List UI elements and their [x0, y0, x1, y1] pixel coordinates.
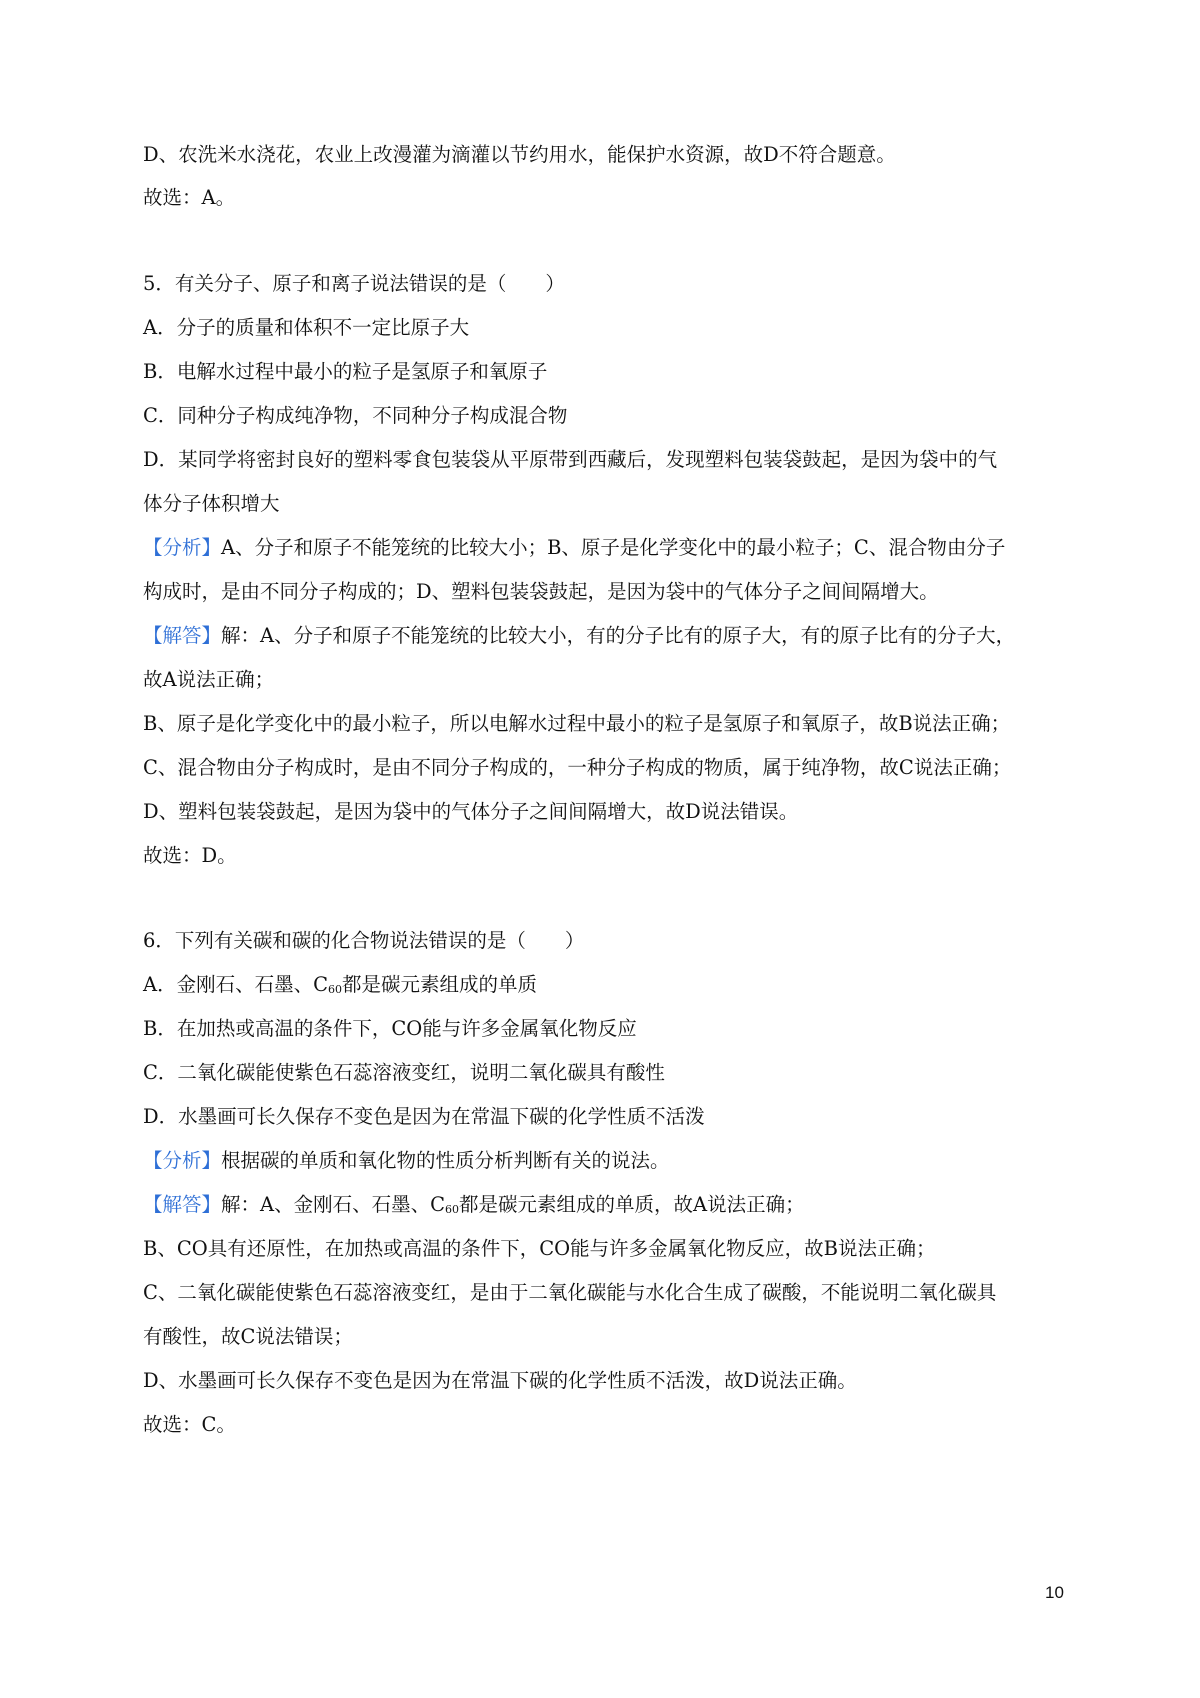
q6-option-a-subscript: 60 — [328, 983, 343, 996]
q5-analysis-tag: 【分析】 — [143, 536, 222, 559]
q5-solution-text-1: 解：A、分子和原子不能笼统的比较大小，有的分子比有的原子大，有的原子比有的分子大， — [221, 624, 1016, 647]
q6-solution-text-3: C、二氧化碳能使紫色石蕊溶液变红，是由于二氧化碳能与水化合生成了碳酸，不能说明二氧化碳具 — [143, 1281, 997, 1304]
q5-option-d: D．某同学将密封良好的塑料零食包装袋从平原带到西藏后，发现塑料包装袋鼓起，是因为袋中的气 — [143, 448, 998, 471]
q6-option-a-post: 都是碳元素组成的单质 — [342, 973, 538, 996]
q6-analysis-text: 根据碳的单质和氧化物的性质分析判断有关的说法。 — [221, 1149, 670, 1172]
q4-option-d-explanation: D、农洗米水浇花，农业上改漫灌为滴灌以节约用水，能保护水资源，故D不符合题意。 — [143, 143, 896, 166]
q6-solution — [143, 1193, 805, 1222]
q5-solution-text-3: B、原子是化学变化中的最小粒子，所以电解水过程中最小的粒子是氢原子和氧原子，故B说法正确； — [143, 712, 1011, 735]
q5-option-a: A．分子的质量和体积不一定比原子大 — [143, 316, 470, 339]
q5-analysis — [143, 536, 1005, 560]
q6-solution-text-2: B、CO具有还原性，在加热或高温的条件下，CO能与许多金属氧化物反应，故B说法正确； — [143, 1237, 936, 1260]
q5-answer: 故选：D。 — [143, 844, 237, 867]
q6-option-d: D．水墨画可长久保存不变色是因为在常温下碳的化学性质不活泼 — [143, 1105, 705, 1128]
q6-option-c: C．二氧化碳能使紫色石蕊溶液变红，说明二氧化碳具有酸性 — [143, 1061, 665, 1084]
q5-option-c: C．同种分子构成纯净物，不同种分子构成混合物 — [143, 404, 568, 427]
q5-solution-text-4: C、混合物由分子构成时，是由不同分子构成的，一种分子构成的物质，属于纯净物，故C说法正确； — [143, 756, 1012, 779]
q6-solution-text-5: D、水墨画可长久保存不变色是因为在常温下碳的化学性质不活泼，故D说法正确。 — [143, 1369, 857, 1392]
q6-solution-a-post: 都是碳元素组成的单质，故A说法正确； — [459, 1193, 805, 1216]
q5-solution-tag: 【解答】 — [143, 624, 222, 647]
q6-option-a-pre: A．金刚石、石墨、C — [143, 973, 329, 996]
q6-solution-a-subscript: 60 — [445, 1203, 460, 1216]
q5-option-b: B．电解水过程中最小的粒子是氢原子和氧原子 — [143, 360, 548, 383]
q6-solution-tag: 【解答】 — [143, 1193, 222, 1216]
q6-answer: 故选：C。 — [143, 1413, 236, 1436]
q6-analysis-tag: 【分析】 — [143, 1149, 222, 1172]
q4-answer: 故选：A。 — [143, 186, 236, 209]
q6-stem: 6．下列有关碳和碳的化合物说法错误的是（ ） — [143, 929, 585, 952]
q6-option-b: B．在加热或高温的条件下，CO能与许多金属氧化物反应 — [143, 1017, 637, 1040]
q6-solution-a-pre: 解：A、金刚石、石墨、C — [221, 1193, 446, 1216]
q6-solution-text-4: 有酸性，故C说法错误； — [143, 1325, 353, 1348]
q6-analysis — [143, 1149, 670, 1173]
page-number: 10 — [1045, 1583, 1064, 1602]
q5-analysis-text-1: A、分子和原子不能笼统的比较大小；B、原子是化学变化中的最小粒子；C、混合物由分子 — [221, 536, 1006, 559]
q5-option-d-cont: 体分子体积增大 — [143, 492, 280, 515]
q5-solution — [143, 624, 1015, 648]
q6-option-a — [143, 973, 537, 1002]
q5-solution-text-5: D、塑料包装袋鼓起，是因为袋中的气体分子之间间隔增大，故D说法错误。 — [143, 800, 799, 823]
q5-stem: 5．有关分子、原子和离子说法错误的是（ ） — [143, 272, 565, 295]
q5-analysis-text-2: 构成时，是由不同分子构成的；D、塑料包装袋鼓起，是因为袋中的气体分子之间间隔增大。 — [143, 580, 939, 603]
q5-solution-text-2: 故A说法正确； — [143, 668, 275, 691]
